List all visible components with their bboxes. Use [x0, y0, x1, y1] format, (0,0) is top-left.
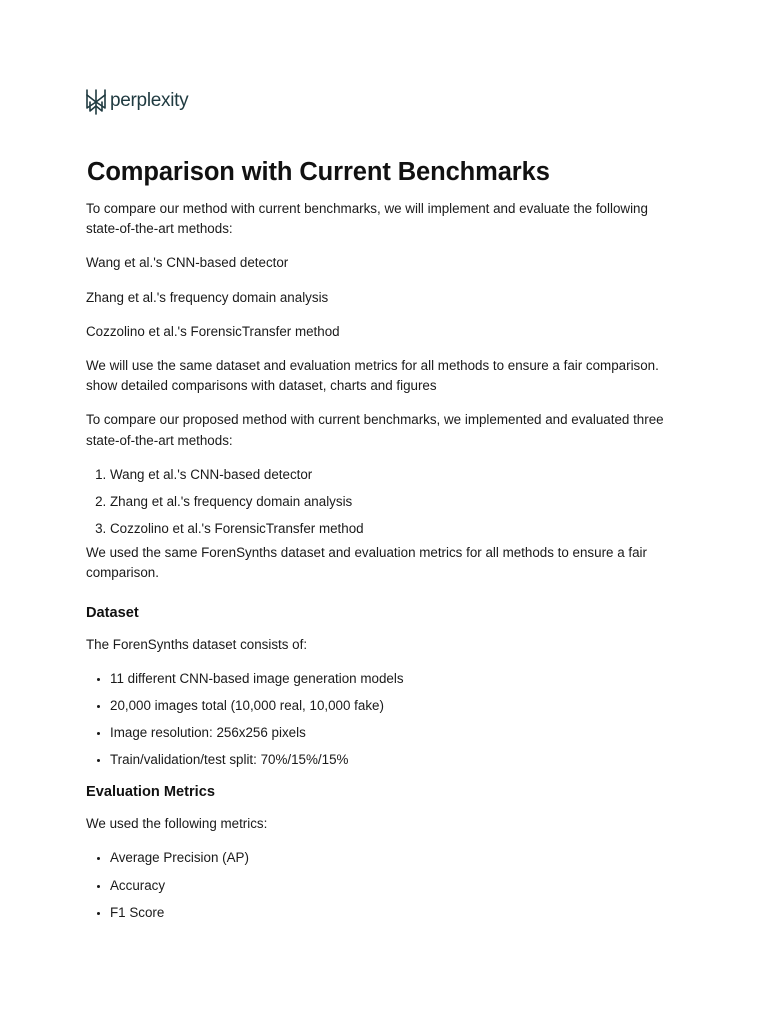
document-body — [86, 155, 684, 930]
fairness-line-2: show detailed comparisons with dataset, charts and figures — [86, 378, 437, 394]
metrics-heading: Evaluation Metrics — [86, 784, 215, 801]
dataset-list — [86, 669, 684, 770]
methods-ordered-list — [86, 465, 684, 539]
proposed-intro-paragraph: To compare our proposed method with current benchmarks, we implemented and evaluated three state-of-the-art methods: — [86, 412, 664, 448]
intro-paragraph: To compare our method with current benchmarks, we will implement and evaluate the following state-of-the-art methods: — [86, 201, 648, 237]
metrics-intro: We used the following metrics: — [86, 816, 268, 832]
list-item: • Accuracy — [110, 876, 684, 896]
brand-logo — [85, 89, 188, 115]
method-line: Zhang et al.'s frequency domain analysis — [86, 289, 329, 305]
dataset-intro: The ForenSynths dataset consists of: — [86, 636, 308, 652]
list-item: • F1 Score — [110, 903, 684, 923]
fairness-paragraph — [86, 356, 684, 396]
list-item: • Image resolution: 256x256 pixels — [110, 723, 684, 743]
list-item: • 20,000 images total (10,000 real, 10,000 fake) — [110, 696, 684, 716]
list-item: 2. Zhang et al.'s frequency domain analysis — [110, 492, 684, 512]
brand-name: perplexity — [110, 89, 189, 111]
method-line: Cozzolino et al.'s ForensicTransfer method — [86, 323, 340, 339]
method-line: Wang et al.'s CNN-based detector — [86, 255, 289, 271]
fairness-line-1: We will use the same dataset and evaluation metrics for all methods to ensure a fair comparison. — [86, 358, 659, 374]
metrics-list — [86, 848, 684, 922]
page-title: Comparison with Current Benchmarks — [87, 158, 550, 186]
list-item: • Train/validation/test split: 70%/15%/15% — [110, 750, 684, 770]
list-item: 3. Cozzolino et al.'s ForensicTransfer method — [110, 519, 684, 539]
list-item: 1. Wang et al.'s CNN-based detector — [110, 465, 684, 485]
list-item: • 11 different CNN-based image generation models — [110, 669, 684, 689]
dataset-heading: Dataset — [86, 604, 139, 621]
list-item: • Average Precision (AP) — [110, 848, 684, 868]
dataset-statement: We used the same ForenSynths dataset and evaluation metrics for all methods to ensure a fair comparison. — [86, 545, 647, 581]
perplexity-logo-icon — [85, 89, 107, 115]
